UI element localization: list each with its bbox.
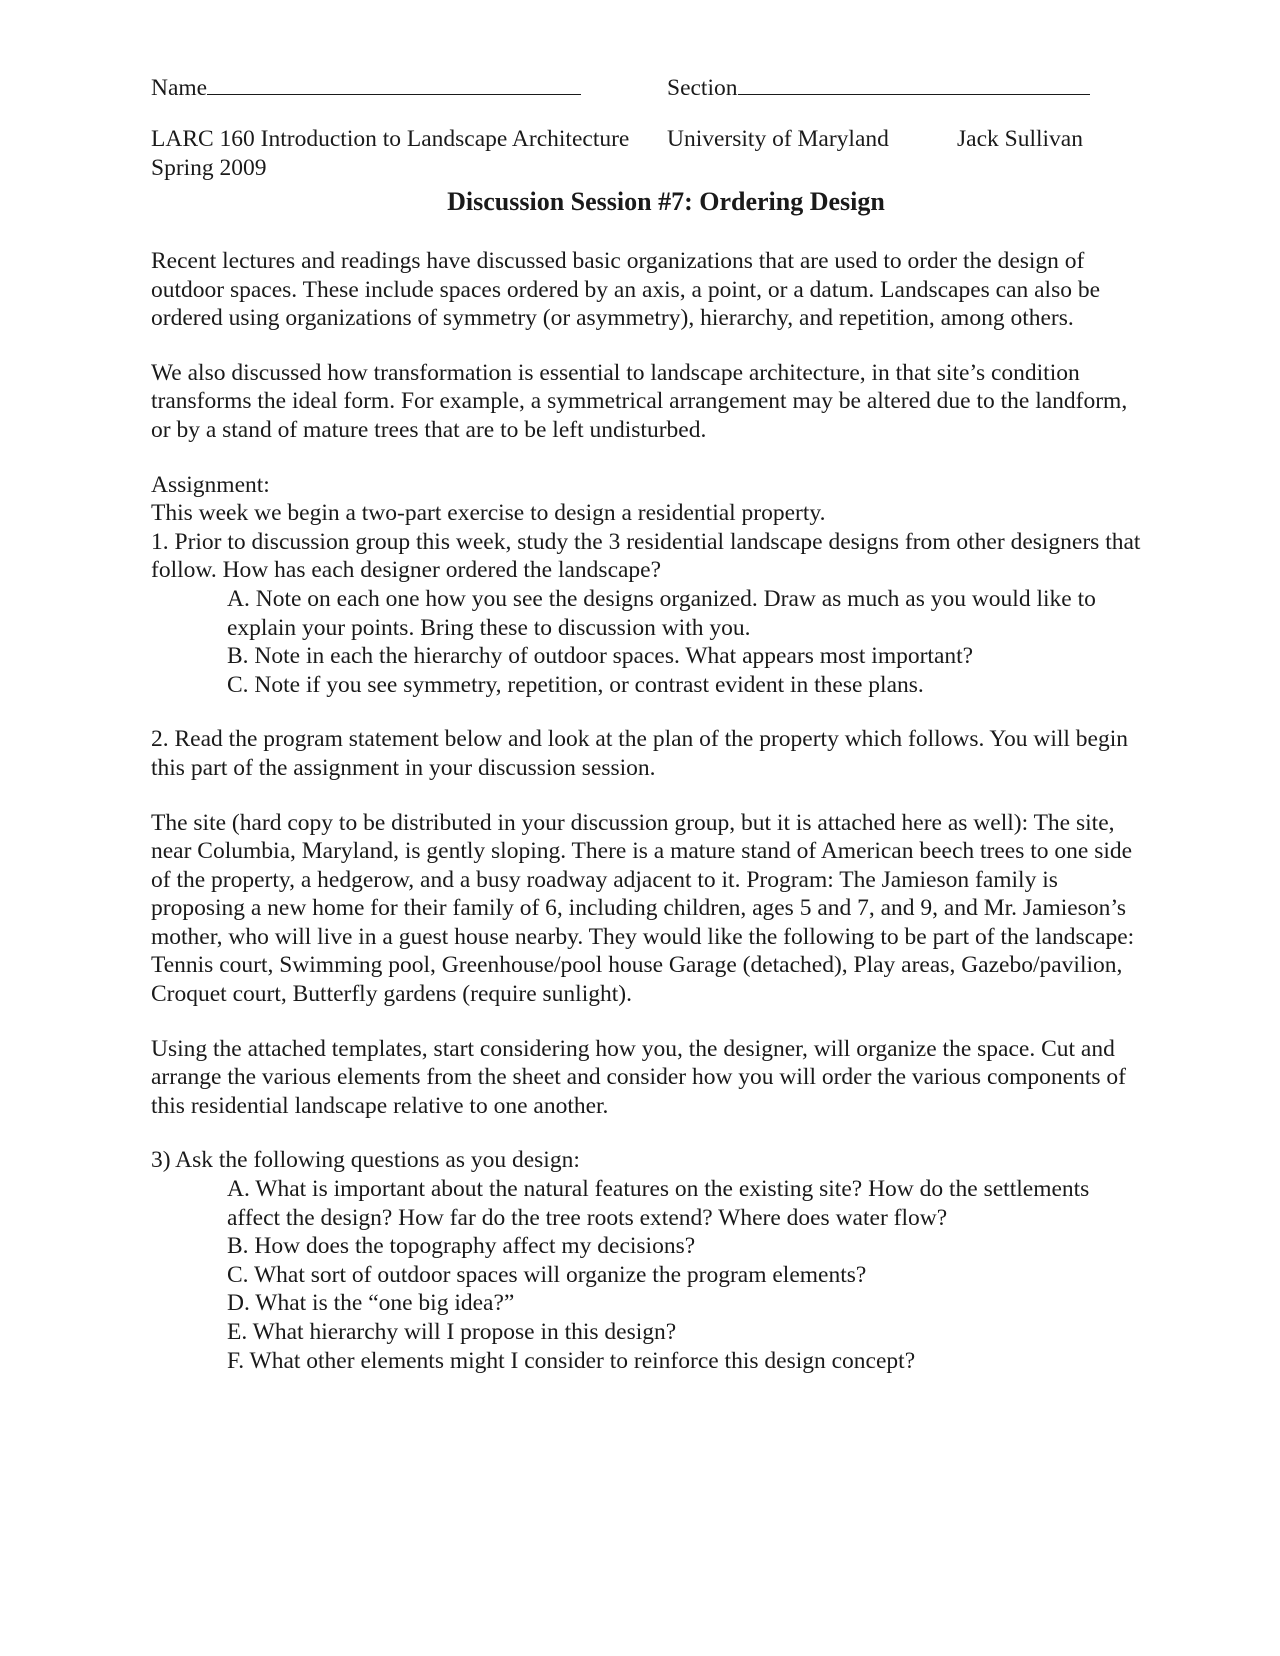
part-3-item-d: D. What is the “one big idea?” [227,1290,515,1317]
section-blank-line [738,72,1090,95]
site-program-paragraph: The site (hard copy to be distributed in your discussion group, but it is attached here as well): The site, near Columbia, Maryland, is gently sloping. There is a mature stand of American beech trees to one side of the property, a hedgerow, and a busy roadway adjacent to it. Program: The Jamieson family is proposing a new home for their family of 6, including children, ages 5 and 7, and 9, and Mr. Jamieson’s mother, who will live in a guest house nearby. They would like the following to be part of the landscape: Tennis court, Swimming pool, Greenhouse/pool house Garage (detached), Play areas, Gazebo/pavilion, Croquet court, Butterfly gardens (require sunlight). [151,809,1135,1008]
part-3-item-a: A. What is important about the natural features on the existing site? How do the settlements affect the design? How far do the tree roots extend? Where does water flow? [227,1176,1090,1231]
instructor-name: Jack Sullivan [957,126,1083,152]
assignment-heading: Assignment: [151,471,270,498]
name-section-row [151,72,1141,101]
name-label: Name [151,75,208,101]
page-title: Discussion Session #7: Ordering Design [447,187,885,216]
intro-paragraph-2: We also discussed how transformation is essential to landscape architecture, in that site’s condition transforms the ideal form. For example, a symmetrical arrangement may be altered due to the landform, or by a stand of mature trees that are to be left undisturbed. [151,359,1128,443]
part-3-item-b: B. How does the topography affect my decisions? [227,1233,696,1260]
university-name: University of Maryland [667,126,889,152]
assignment-part-1: 1. Prior to discussion group this week, study the 3 residential landscape designs from other designers that follow. How has each designer ordered the landscape? [151,528,1141,584]
assignment-lead: This week we begin a two-part exercise to design a residential property. [151,500,826,527]
section-label: Section [667,75,738,101]
name-field [151,72,581,103]
part-3-item-c: C. What sort of outdoor spaces will organize the program elements? [227,1261,867,1288]
section-field [667,72,1090,103]
course-info-row [151,125,1141,154]
part-1-item-c: C. Note if you see symmetry, repetition, or contrast evident in these plans. [227,671,924,698]
part-1-item-a: A. Note on each one how you see the designs organized. Draw as much as you would like to explain your points. Bring these to discussion with you. [227,585,1096,641]
assignment-part-3: 3) Ask the following questions as you design: [151,1147,580,1174]
intro-paragraph-1: Recent lectures and readings have discussed basic organizations that are used to order the design of outdoor spaces. These include spaces ordered by an axis, a point, or a datum. Landscapes can also be ordered using organizations of symmetry (or asymmetry), hierarchy, and repetition, among others. [151,248,1101,332]
name-blank-line [207,72,581,95]
term-row [151,154,1141,183]
part-1-item-b: B. Note in each the hierarchy of outdoor spaces. What appears most important? [227,643,974,670]
course-title: LARC 160 Introduction to Landscape Architecture [151,126,630,152]
term: Spring 2009 [151,155,267,181]
part-3-item-e: E. What hierarchy will I propose in this design? [227,1319,677,1345]
templates-paragraph: Using the attached templates, start considering how you, the designer, will organize the space. Cut and arrange the various elements from the sheet and consider how you will order the various components of this residential landscape relative to one another. [151,1035,1126,1119]
assignment-part-2: 2. Read the program statement below and look at the plan of the property which follows. You will begin this part of the assignment in your discussion session. [151,726,1129,781]
part-3-item-f: F. What other elements might I consider to reinforce this design concept? [227,1347,916,1374]
document-page [151,72,1141,1375]
